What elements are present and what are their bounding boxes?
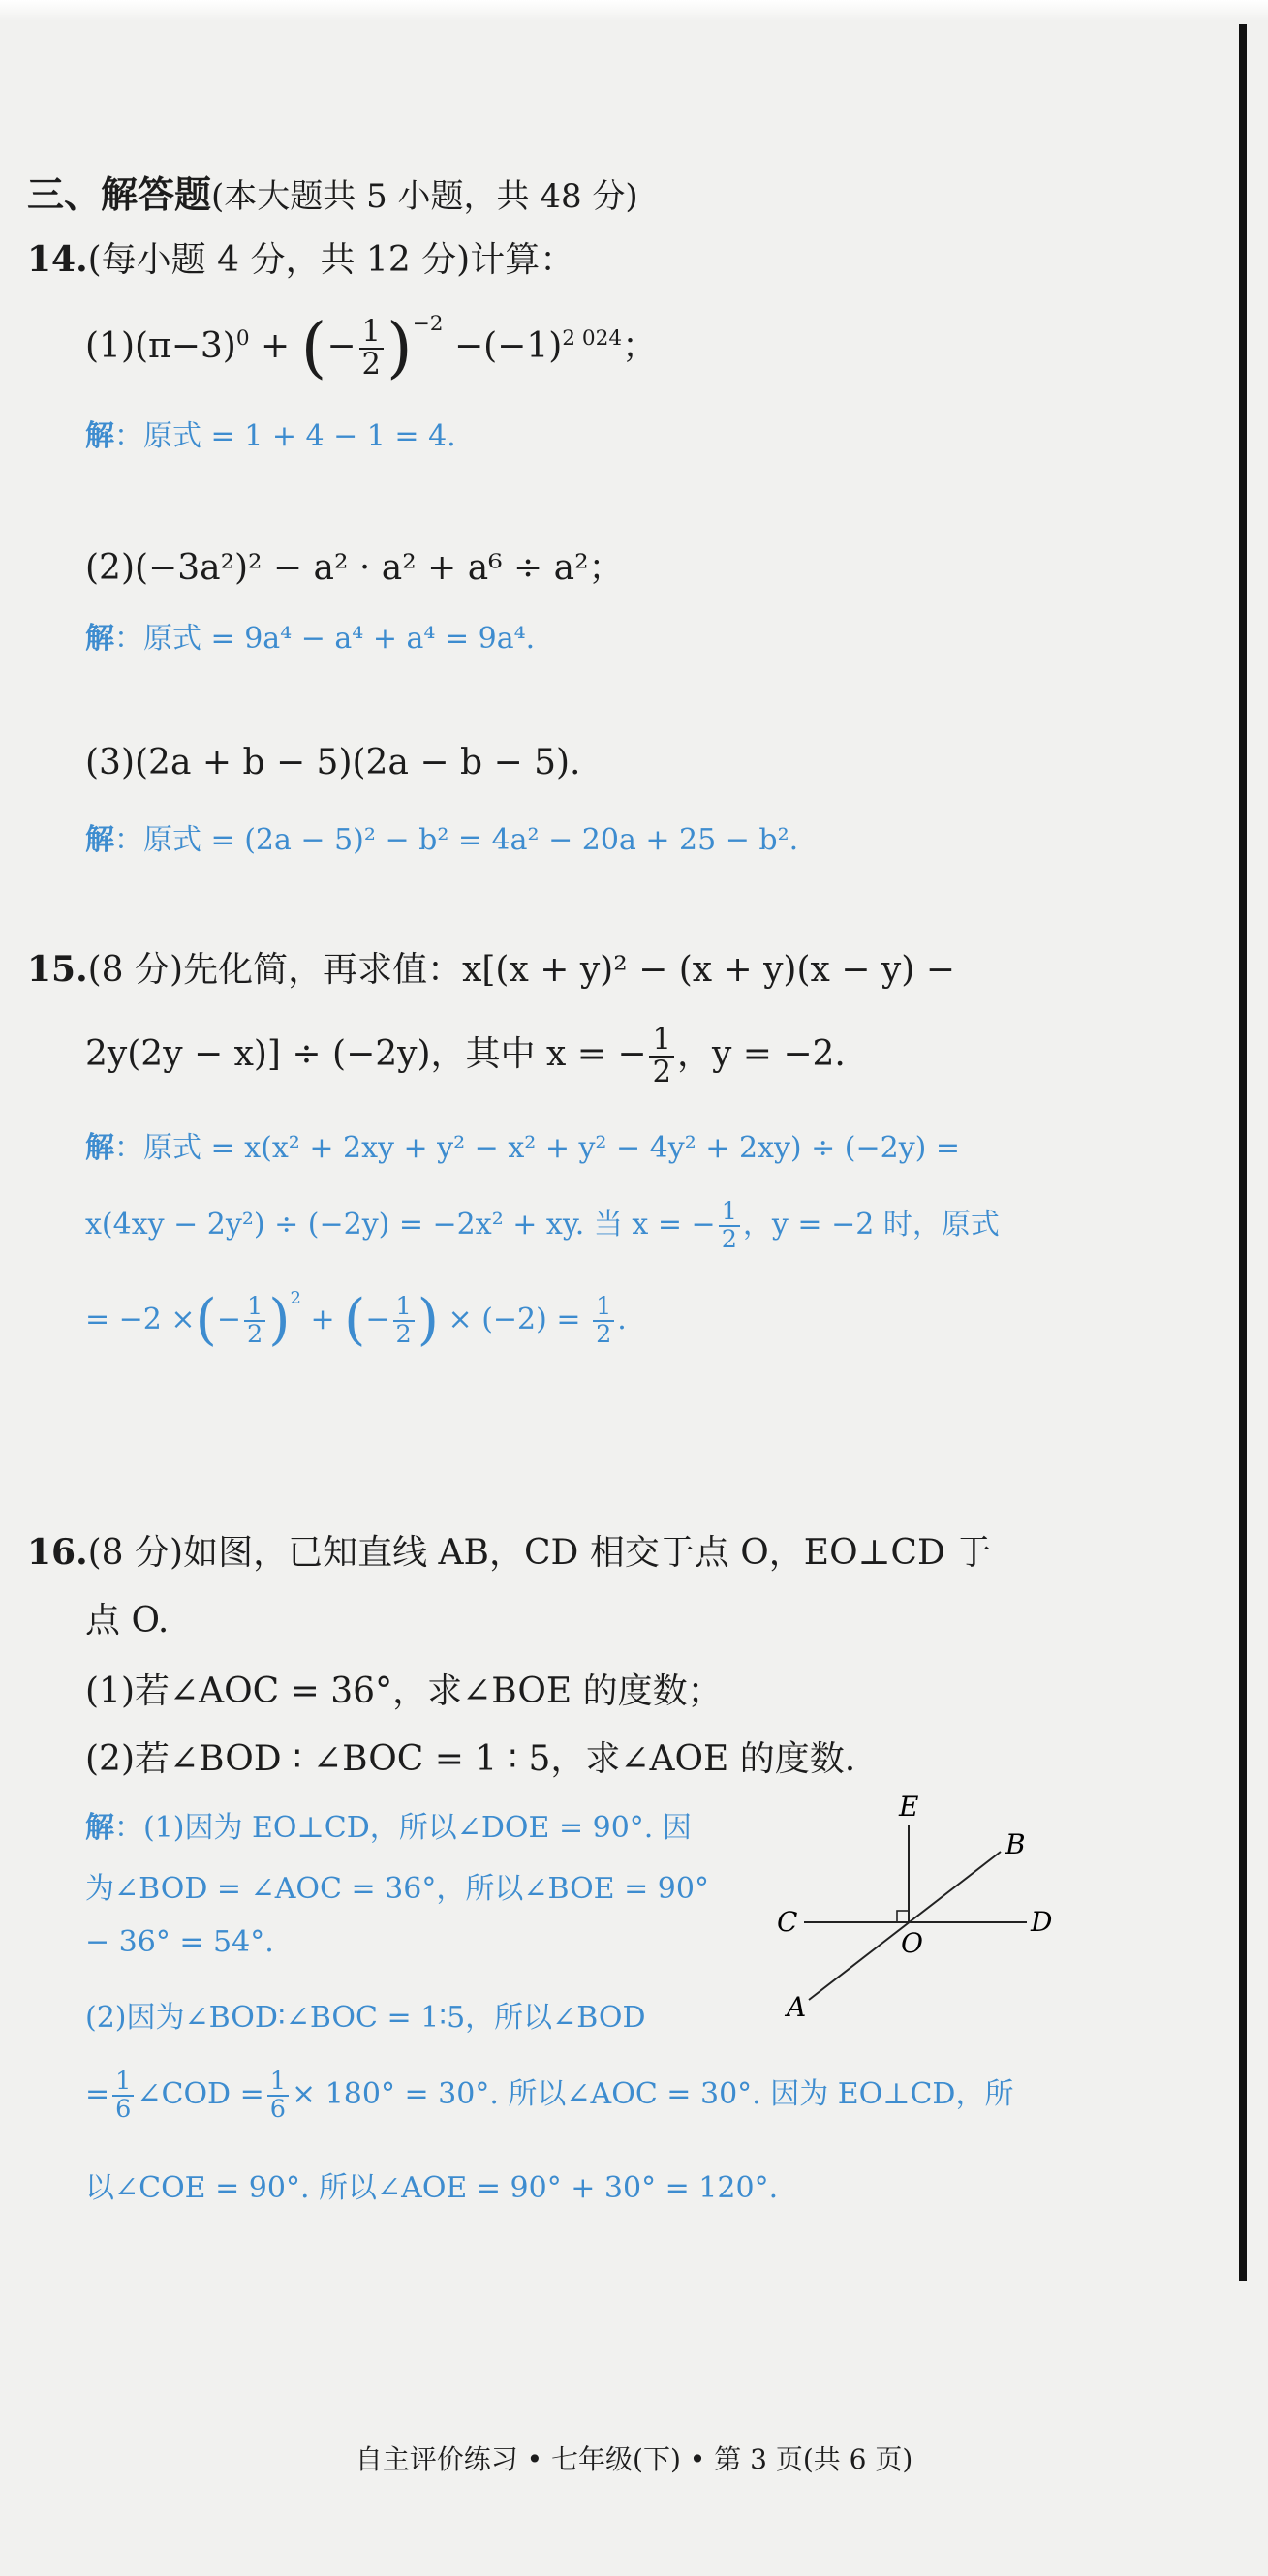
q15-sol3c: × (−2) =	[439, 1303, 591, 1336]
q14-p1-exp-a: 0	[235, 326, 250, 351]
q15-solution-line1	[85, 1123, 960, 1166]
q15-lparen-1: (	[195, 1288, 217, 1353]
label-a: A	[787, 1991, 807, 2023]
q16-figure	[765, 1792, 1085, 2024]
q15-stem-line2	[85, 1025, 846, 1089]
q15-sol3-frac2-den: 2	[395, 1320, 412, 1349]
q14-p1-lparen: (	[300, 310, 327, 387]
q14-p3-expr: (2a + b − 5)(2a − b − 5).	[135, 743, 581, 782]
q16-sol1: ：(1)因为 EO⊥CD，所以∠DOE = 90°. 因	[114, 1811, 692, 1845]
q15-sol3-frac2-num: 1	[393, 1294, 415, 1322]
q16-solution-line2	[85, 1864, 709, 1907]
q16-solution-line1	[85, 1803, 692, 1846]
q15-sol3-frac-num: 1	[244, 1294, 265, 1322]
q15-stem-line1	[27, 942, 955, 992]
q16-sol5c: × 180° = 30°. 所以∠AOC = 30°. 因为 EO⊥CD，所	[292, 2076, 1014, 2111]
solution-label: 解	[85, 1811, 114, 1845]
q15-sol3-exp: 2	[290, 1288, 301, 1308]
q14-part2	[85, 540, 624, 590]
q16-line2: 点 O.	[85, 1601, 170, 1641]
q14-p1-fraction	[359, 314, 384, 382]
q14-p1-rparen: )	[386, 310, 413, 387]
q15-solution-line3: = −2 ×(− $\frac{1}{2}$ )$^2$ + (− $\frac{1}{2}$ ) × (−2) = $\frac{1}{2}$ .	[85, 1288, 627, 1353]
q15-frac-den: 2	[652, 1056, 671, 1090]
q16-solution-line4	[85, 1993, 646, 2036]
q14-p2-expr: (−3a²)² − a² · a² + a⁶ ÷ a²；	[135, 548, 624, 588]
q16-solution-line6	[85, 2163, 778, 2206]
q15-solution-line2	[85, 1199, 1000, 1253]
q16-frac2-den: 6	[269, 2094, 287, 2124]
q15-result-den: 2	[596, 1320, 612, 1349]
q15-sol3a: = −2 ×	[85, 1303, 196, 1336]
q16-stem-line2	[85, 1593, 169, 1642]
q15-lparen-2: (	[344, 1288, 366, 1353]
q14-text: (每小题 4 分，共 12 分)计算：	[87, 240, 575, 280]
label-b: B	[1005, 1828, 1026, 1860]
q15-result-num: 1	[593, 1294, 614, 1322]
q14-p1-solution-text: ：原式 = 1 + 4 − 1 = 4.	[114, 419, 456, 453]
q15-sol2-fraction	[719, 1199, 740, 1253]
right-angle-mark	[897, 1911, 909, 1922]
q16-part1	[85, 1664, 723, 1713]
q15-sol2-frac-den: 2	[721, 1224, 737, 1254]
q14-p1-label: (1)	[85, 326, 135, 366]
q14-p1-exp-c: 2 024	[562, 326, 623, 351]
q14-p1-frac-num: 1	[359, 317, 384, 350]
q16-solution-line5	[85, 2069, 1013, 2123]
q16-fraction-1	[112, 2069, 134, 2123]
q15-sol3-frac-den: 2	[246, 1320, 263, 1349]
page-footer: 自主评价练习 • 七年级(下) • 第 3 页(共 6 页)	[355, 2443, 913, 2475]
q15-rparen-2: )	[417, 1288, 439, 1353]
q14-number: 14.	[27, 239, 88, 280]
q14-part1	[85, 310, 658, 387]
q15-line2a: 2y(2y − x)] ÷ (−2y)，其中 x = −	[85, 1034, 647, 1075]
q14-p3-solution	[85, 815, 798, 858]
q15-rparen-1: )	[268, 1288, 291, 1353]
q14-p1-neg: −	[326, 326, 356, 366]
q14-p2-solution-text: ：原式 = 9a⁴ − a⁴ + a⁴ = 9a⁴.	[114, 622, 536, 656]
q15-frac-num: 1	[649, 1025, 673, 1058]
q14-stem	[27, 232, 574, 282]
label-d: D	[1031, 1906, 1053, 1938]
q16-sol3: − 36° = 54°.	[85, 1925, 274, 1959]
q14-p2-label: (2)	[85, 548, 135, 588]
q15-number: 15.	[27, 949, 88, 990]
q16-sol5b: ∠COD =	[137, 2076, 264, 2111]
section-note: (本大题共 5 小题，共 48 分)	[211, 177, 638, 216]
q16-sol4: (2)因为∠BOD∶∠BOC = 1∶5，所以∠BOD	[85, 2001, 646, 2035]
page-edge-bar	[1239, 24, 1247, 2281]
q14-p2-solution	[85, 614, 535, 657]
top-shade	[0, 0, 1268, 21]
q16-sol2: 为∠BOD = ∠AOC = 36°，所以∠BOE = 90°	[85, 1872, 709, 1906]
q16-stem-line1	[27, 1525, 991, 1575]
q16-frac1-den: 6	[115, 2094, 132, 2124]
q15-fraction	[649, 1025, 673, 1089]
q15-sol1: ：原式 = x(x² + 2xy + y² − x² + y² − 4y² + 2xy) ÷ (−2y) =	[114, 1131, 961, 1165]
q14-p1-term-a: (π−3)	[135, 326, 236, 366]
solution-label: 解	[85, 622, 114, 656]
q14-p1-end: ；	[622, 326, 658, 366]
q16-line1: (8 分)如图，已知直线 AB，CD 相交于点 O，EO⊥CD 于	[87, 1533, 992, 1573]
q16-sol6: 以∠COE = 90°. 所以∠AOE = 90° + 30° = 120°.	[85, 2171, 779, 2205]
q16-number: 16.	[27, 1532, 88, 1573]
q14-p3-label: (3)	[85, 743, 135, 782]
q14-p1-plus: +	[249, 326, 301, 366]
q16-p1-text: (1)若∠AOC = 36°，求∠BOE 的度数；	[85, 1671, 723, 1711]
q15-sol2-frac-num: 1	[719, 1199, 740, 1227]
q16-solution-line3	[85, 1925, 274, 1959]
q15-sol2a: x(4xy − 2y²) ÷ (−2y) = −2x² + xy. 当 x = −	[85, 1207, 716, 1242]
q14-p1-exp-b: −2	[412, 312, 444, 336]
section-title: 三、解答题	[27, 172, 212, 216]
line-ab	[809, 1852, 1001, 2000]
q16-part2	[85, 1732, 855, 1781]
q15-sol3-fraction	[244, 1294, 265, 1348]
q14-p3-solution-text: ：原式 = (2a − 5)² − b² = 4a² − 20a + 25 − b².	[114, 823, 799, 857]
q16-frac2-num: 1	[267, 2069, 289, 2097]
q14-p1-solution	[85, 412, 456, 454]
q16-p2-text: (2)若∠BOD ∶ ∠BOC = 1 ∶ 5，求∠AOE 的度数.	[85, 1739, 856, 1779]
q16-frac1-num: 1	[112, 2069, 134, 2097]
label-c: C	[777, 1906, 798, 1938]
q15-sol3-end: .	[617, 1303, 627, 1336]
q14-p1-term-b: −(−1)	[443, 326, 563, 366]
solution-label: 解	[85, 419, 114, 453]
q15-sol2b: ，y = −2 时，原式	[742, 1207, 1000, 1242]
solution-label: 解	[85, 1131, 114, 1165]
q15-result-fraction	[593, 1294, 614, 1348]
q16-sol5a: =	[85, 2076, 110, 2111]
q14-p1-frac-den: 2	[361, 348, 381, 382]
q15-line2b: ，y = −2.	[676, 1034, 846, 1075]
label-e: E	[899, 1792, 919, 1823]
q15-sol3-fraction-2	[393, 1294, 415, 1348]
section-heading	[27, 165, 638, 218]
label-o: O	[901, 1927, 923, 1959]
q14-part3	[85, 743, 580, 782]
q15-sol3b: +	[300, 1303, 345, 1336]
solution-label: 解	[85, 823, 114, 857]
q16-fraction-2	[267, 2069, 289, 2123]
q15-line1: (8 分)先化简，再求值：x[(x + y)² − (x + y)(x − y) −	[87, 950, 955, 990]
